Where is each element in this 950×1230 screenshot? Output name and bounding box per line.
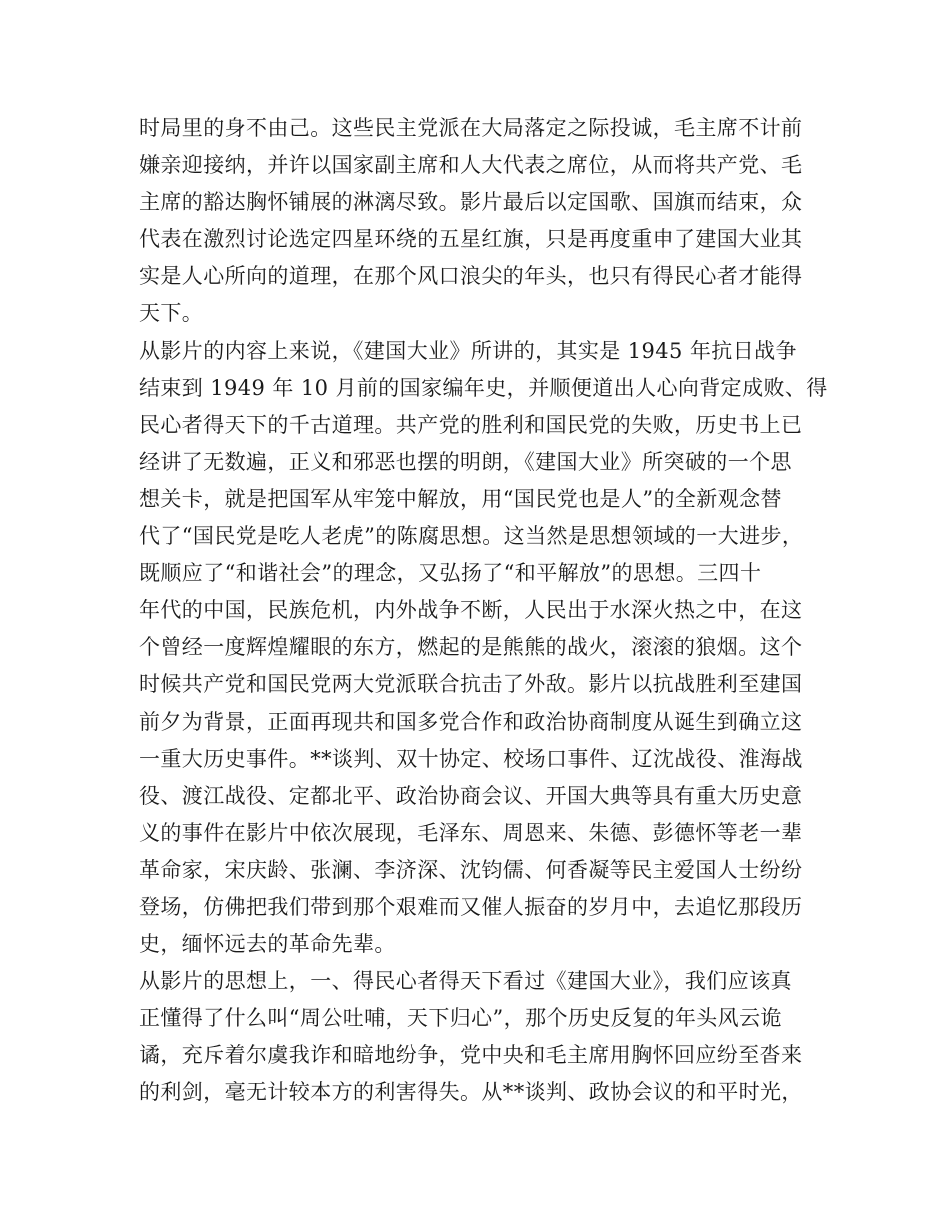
text-line: 经讲了无数遍，正义和邪恶也摆的明朗，《建国大业》所突破的一个思 <box>139 449 792 474</box>
text-line: 实是人心所向的道理，在那个风口浪尖的年头，也只有得民心者才能得 <box>139 264 803 289</box>
text-line: 时候共产党和国民党两大党派联合抗击了外敌。影片以抗战胜利至建国 <box>139 672 803 697</box>
text-line: 谲，充斥着尔虞我诈和暗地纷争，党中央和毛主席用胸怀回应纷至沓来 <box>139 1043 803 1068</box>
text-line: 从影片的思想上，一、得民心者得天下看过《建国大业》，我们应该真 <box>139 969 792 994</box>
text-line: 年代的中国，民族危机，内外战争不断，人民出于水深火热之中，在这 <box>139 598 803 623</box>
text-line: 从影片的内容上来说，《建国大业》所讲的，其实是 1945 年抗日战争 <box>139 338 797 363</box>
text-line: 登场，仿佛把我们带到那个艰难而又催人振奋的岁月中，去追忆那段历 <box>139 894 803 919</box>
text-line: 既顺应了“和谐社会”的理念，又弘扬了“和平解放”的思想。三四十 <box>139 561 762 586</box>
text-line: 民心者得天下的千古道理。共产党的胜利和国民党的失败，历史书上已 <box>139 412 803 437</box>
text-line: 的利剑，毫无计较本方的利害得失。从**谈判、政协会议的和平时光， <box>139 1080 803 1105</box>
text-line: 主席的豁达胸怀铺展的淋漓尽致。影片最后以定国歌、国旗而结束，众 <box>139 190 803 215</box>
text-line: 革命家，宋庆龄、张澜、李济深、沈钧儒、何香凝等民主爱国人士纷纷 <box>139 857 803 882</box>
text-line: 役、渡江战役、定都北平、政治协商会议、开国大典等具有重大历史意 <box>139 783 803 808</box>
text-line: 想关卡，就是把国军从牢笼中解放，用“国民党也是人”的全新观念替 <box>139 486 782 511</box>
text-line: 前夕为背景，正面再现共和国多党合作和政治协商制度从诞生到确立这 <box>139 709 803 734</box>
text-line: 结束到 1949 年 10 月前的国家编年史，并顺便道出人心向背定成败、得 <box>139 375 828 400</box>
text-line: 一重大历史事件。**谈判、双十协定、校场口事件、辽沈战役、淮海战 <box>139 746 803 771</box>
text-line: 代了“国民党是吃人老虎”的陈腐思想。这当然是思想领域的一大进步， <box>139 524 804 549</box>
text-line: 嫌亲迎接纳，并许以国家副主席和人大代表之席位，从而将共产党、毛 <box>139 153 803 178</box>
body-text <box>139 110 828 1112</box>
text-line: 义的事件在影片中依次展现，毛泽东、周恩来、朱德、彭德怀等老一辈 <box>139 820 803 845</box>
text-line: 时局里的身不由己。这些民主党派在大局落定之际投诚，毛主席不计前 <box>139 116 803 140</box>
text-line: 史，缅怀远去的革命先辈。 <box>139 932 396 957</box>
text-line: 正懂得了什么叫“周公吐哺，天下归心”，那个历史反复的年头风云诡 <box>139 1006 782 1031</box>
text-line: 天下。 <box>139 301 204 326</box>
text-line: 代表在激烈讨论选定四星环绕的五星红旗，只是再度重申了建国大业其 <box>139 227 803 252</box>
text-line: 个曾经一度辉煌耀眼的东方，燃起的是熊熊的战火，滚滚的狼烟。这个 <box>139 635 803 660</box>
